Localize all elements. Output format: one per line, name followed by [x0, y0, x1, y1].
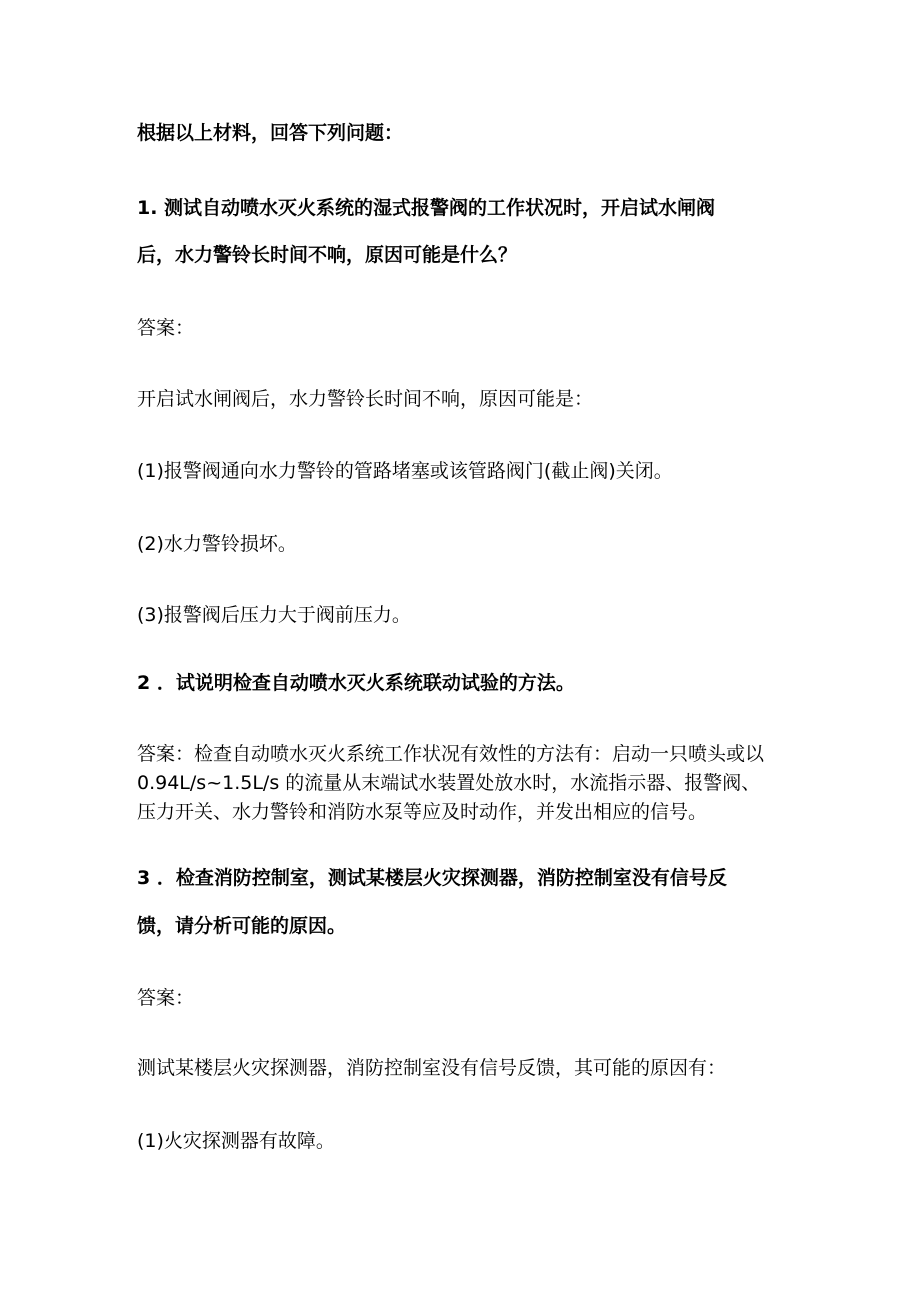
answer-1-item-2: (2)水力警铃损坏。 [137, 533, 297, 555]
question-2: 2 ．试说明检查自动喷水灭火系统联动试验的方法。 [137, 672, 575, 694]
answer-1-intro: 开启试水闸阀后，水力警铃长时间不响，原因可能是： [137, 388, 594, 410]
answer-3-intro: 测试某楼层火灾探测器，消防控制室没有信号反馈，其可能的原因有： [137, 1057, 727, 1079]
question-1-line-1: 1. 测试自动喷水灭火系统的湿式报警阀的工作状况时，开启试水闸阀 [137, 197, 716, 219]
answer-2-line-2: 0.94L/s~1.5L/s 的流量从末端试水装置处放水时，水流指示器、报警阀、 [137, 772, 761, 794]
answer-2-paragraph [137, 740, 797, 827]
answer-3-label: 答案： [137, 987, 195, 1009]
intro-text: 根据以上材料，回答下列问题： [137, 122, 404, 144]
answer-2-line-3: 压力开关、水力警铃和消防水泵等应及时动作，并发出相应的信号。 [137, 801, 708, 823]
answer-1-item-1: (1)报警阀通向水力警铃的管路堵塞或该管路阀门(截止阀)关闭。 [137, 460, 673, 482]
question-1-line-2: 后，水力警铃长时间不响，原因可能是什么？ [137, 244, 518, 266]
question-3-line-1: 3 ．检查消防控制室，测试某楼层火灾探测器，消防控制室没有信号反 [137, 867, 727, 889]
question-3-line-2: 馈，请分析可能的原因。 [137, 915, 347, 937]
answer-3-item-1: (1)火灾探测器有故障。 [137, 1130, 335, 1152]
answer-2-line-1: 答案：检查自动喷水灭火系统工作状况有效性的方法有：启动一只喷头或以 [137, 743, 765, 765]
answer-1-item-3: (3)报警阀后压力大于阀前压力。 [137, 604, 411, 626]
answer-1-label: 答案： [137, 317, 195, 339]
